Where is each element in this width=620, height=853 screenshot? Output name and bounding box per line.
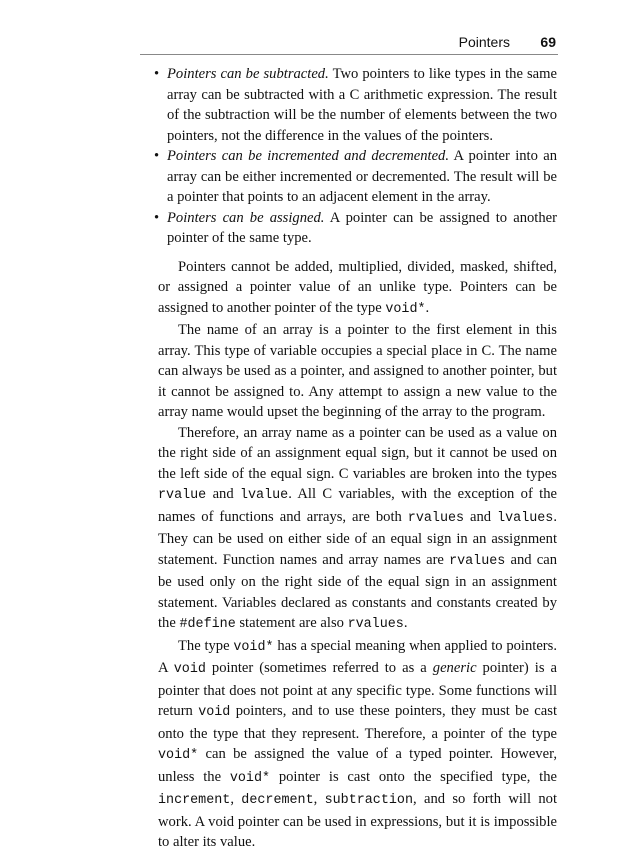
running-header xyxy=(140,34,558,55)
code-term: rvalues xyxy=(449,553,506,569)
list-item xyxy=(158,146,557,208)
code-term: lvalues xyxy=(497,510,554,526)
code-term: void* xyxy=(158,748,199,763)
code-term: void xyxy=(173,662,206,677)
code-term: void xyxy=(198,705,231,720)
code-term: void* xyxy=(229,770,271,786)
bullet-text: Two pointers to like types in the same array can be subtracted with a C arithmetic expression. The result of the subtraction will be the number of elements between the two pointers, not the difference in the values of the pointers. xyxy=(167,66,557,144)
emphasis-term: generic xyxy=(432,660,477,676)
list-item xyxy=(158,208,557,249)
paragraph-array-name: The name of an array is a pointer to the first element in this array. This type of variable occupies a special place in C. The name can always be used as a pointer, and assigned to another pointer, but it cannot be assigned to. Any attempt to assign a new value to the array name would upset the beginning of the array to the program. xyxy=(158,322,557,420)
code-term: void* xyxy=(233,639,274,655)
bullet-lead: Pointers can be subtracted. xyxy=(167,66,329,82)
paragraph-void-pointer: The type void* has a special meaning when applied to pointers. A void pointer (sometimes referred to as a generic pointer) is a pointer that does not point at any specific type. Some functions will return void pointers, and to use these pointers, they must be cast onto the type that they represent. Therefore, a pointer of the type void* can be assigned the value of a typed pointer. However, unless the void* pointer is cast onto the specified type, the increment, decrement, subtraction, and so forth will not work. A void pointer can be used in expressions, but it is impossible to alter its value. xyxy=(158,637,557,850)
page-number: 69 xyxy=(540,34,556,50)
section-title: Pointers xyxy=(458,34,510,50)
paragraph-rvalue-lvalue: Therefore, an array name as a pointer can be used as a value on the right side of an assignment equal sign, but it cannot be used on the left side of the equal sign. C variables are broken into the types rvalue and lvalue. All C variables, with the exception of the names of functions and arrays, are both rvalues and lvalues. They can be used on either side of an equal sign in an assignment statement. Function names and array names are rvalues and can be used only on the right side of the equal sign in an assignment statement. Variables declared as constants and constants created by the #define statement are also rvalues. xyxy=(158,424,557,632)
code-term: rvalue xyxy=(158,488,207,503)
code-term: #define xyxy=(179,617,236,632)
bullet-text: A pointer can be assigned to another pointer of the same type. xyxy=(167,209,557,246)
pointer-operations-list xyxy=(158,64,557,249)
code-term: lvalue xyxy=(239,488,289,503)
code-term: increment xyxy=(158,793,231,808)
code-term: void* xyxy=(385,301,426,317)
page-body xyxy=(158,64,557,853)
bullet-text: A pointer into an array can be either incremented or decremented. The result will be a pointer that points to an adjacent element in the array. xyxy=(167,148,557,205)
paragraph-pointer-restrictions: Pointers cannot be added, multiplied, divided, masked, shifted, or assigned a pointer value of an unlike type. Pointers can be assigned to another pointer of the type void*. xyxy=(158,258,557,317)
code-term: rvalues xyxy=(407,510,465,526)
list-item xyxy=(158,64,557,146)
code-term: subtraction xyxy=(324,793,413,808)
code-term: decrement xyxy=(241,793,314,808)
code-term: rvalues xyxy=(347,617,404,632)
bullet-lead: Pointers can be assigned. xyxy=(167,209,325,226)
bullet-lead: Pointers can be incremented and decremented. xyxy=(167,148,449,164)
